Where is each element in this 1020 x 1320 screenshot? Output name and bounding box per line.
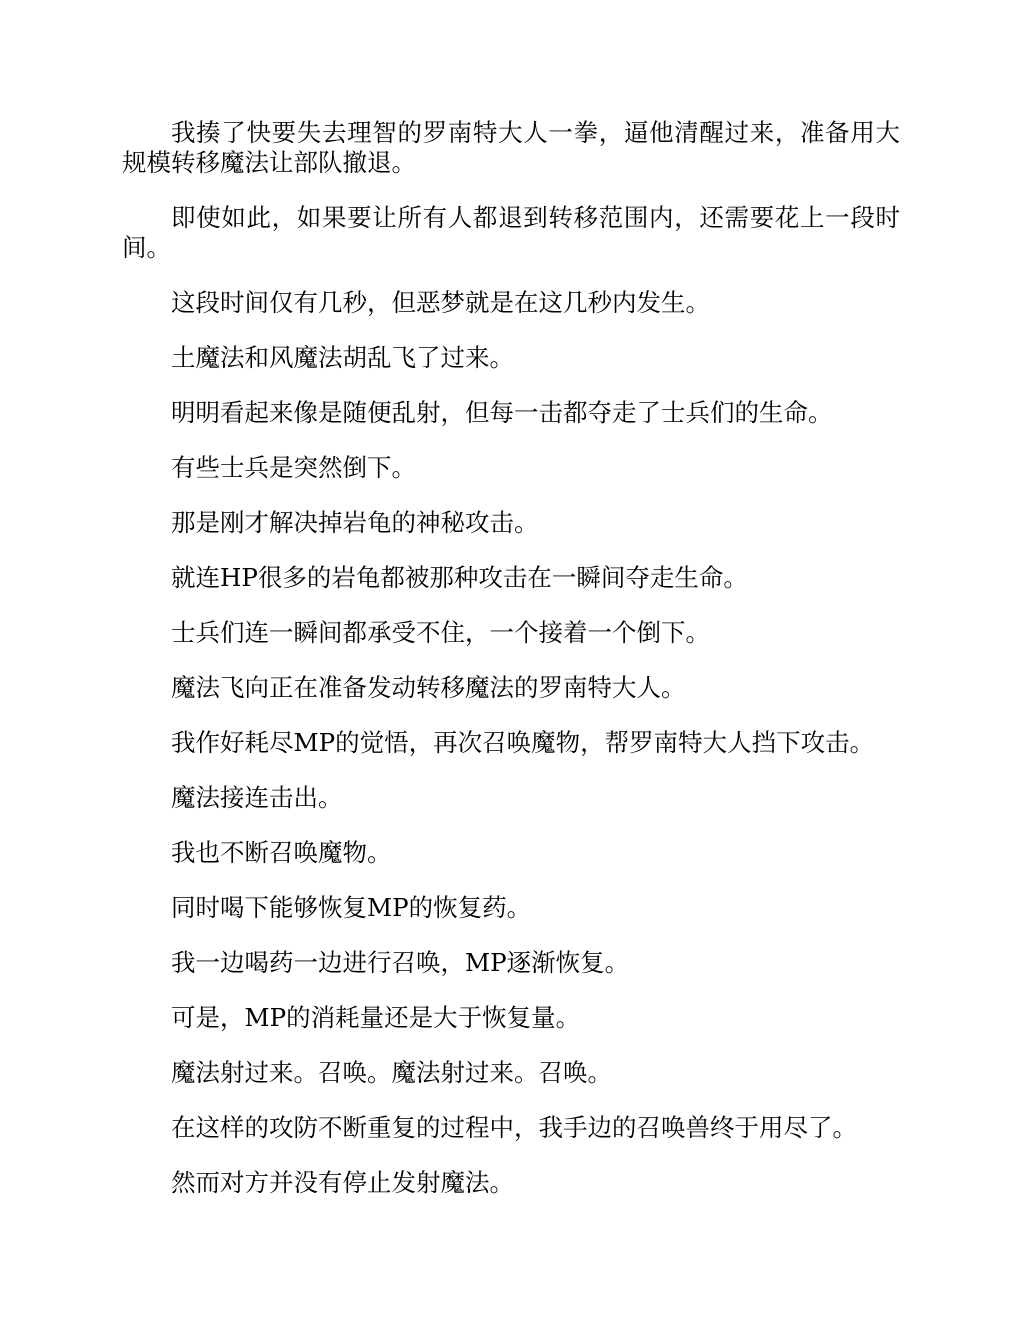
paragraph: 在这样的攻防不断重复的过程中，我手边的召唤兽终于用尽了。 xyxy=(171,1113,857,1142)
paragraph: 那是刚才解决掉岩龟的神秘攻击。 xyxy=(171,508,539,537)
paragraph: 土魔法和风魔法胡乱飞了过来。 xyxy=(171,343,514,372)
paragraph: 就连HP很多的岩龟都被那种攻击在一瞬间夺走生命。 xyxy=(171,563,748,592)
paragraph: 士兵们连一瞬间都承受不住，一个接着一个倒下。 xyxy=(171,618,710,647)
paragraph: 我作好耗尽MP的觉悟，再次召唤魔物，帮罗南特大人挡下攻击。 xyxy=(171,728,875,757)
paragraph: 然而对方并没有停止发射魔法。 xyxy=(171,1168,514,1197)
paragraph: 可是，MP的消耗量还是大于恢复量。 xyxy=(171,1003,581,1032)
paragraph: 明明看起来像是随便乱射，但每一击都夺走了士兵们的生命。 xyxy=(171,398,833,427)
paragraph: 魔法接连击出。 xyxy=(171,783,343,812)
paragraph: 这段时间仅有几秒，但恶梦就是在这几秒内发生。 xyxy=(171,288,710,317)
paragraph: 我揍了快要失去理智的罗南特大人一拳，逼他清醒过来，准备用大规模转移魔法让部队撤退。 xyxy=(122,118,900,177)
paragraph: 即使如此，如果要让所有人都退到转移范围内，还需要花上一段时间。 xyxy=(122,203,900,262)
paragraph: 我一边喝药一边进行召唤，MP逐渐恢复。 xyxy=(171,948,630,977)
paragraph: 我也不断召唤魔物。 xyxy=(171,838,392,867)
paragraph: 同时喝下能够恢复MP的恢复药。 xyxy=(171,893,532,922)
paragraph: 有些士兵是突然倒下。 xyxy=(171,453,416,482)
document-body xyxy=(122,118,900,1223)
paragraph: 魔法射过来。召唤。魔法射过来。召唤。 xyxy=(171,1058,612,1087)
paragraph: 魔法飞向正在准备发动转移魔法的罗南特大人。 xyxy=(171,673,686,702)
